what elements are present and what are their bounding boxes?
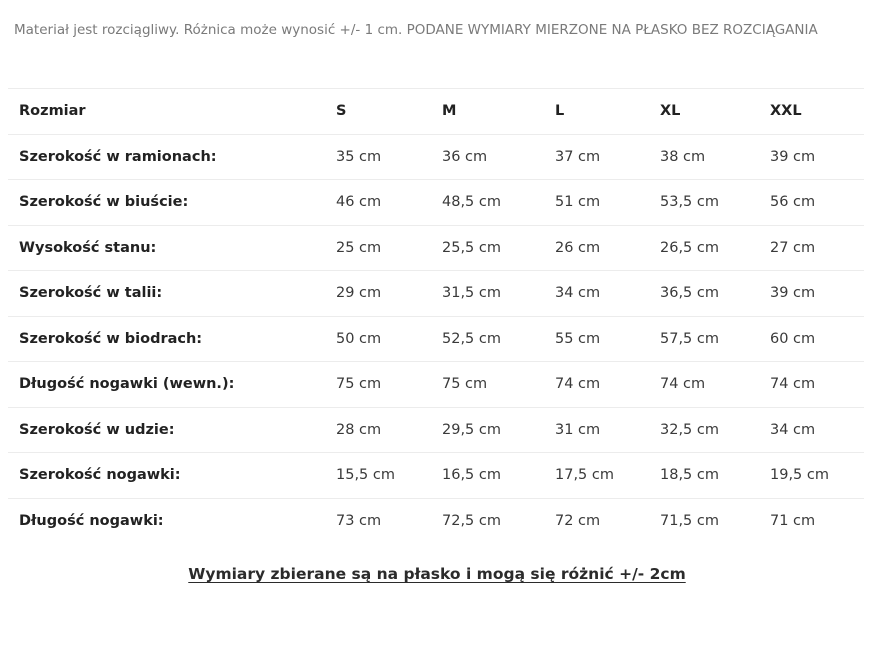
cell-value: 48,5 cm [442, 194, 501, 211]
row-label: Szerokość nogawki: [19, 467, 181, 484]
cell-value: 25 cm [336, 239, 382, 256]
table-row [8, 134, 864, 180]
cell-value: 51 cm [555, 194, 601, 211]
cell-value: 55 cm [555, 330, 601, 347]
cell-value: 27 cm [770, 239, 816, 256]
cell-value: 17,5 cm [555, 467, 614, 484]
header-size-label: Rozmiar [19, 103, 86, 120]
cell-value: 31 cm [555, 421, 601, 438]
header-size-xl: XL [660, 103, 681, 120]
cell-value: 36 cm [442, 148, 488, 165]
cell-value: 18,5 cm [660, 467, 719, 484]
row-label: Szerokość w biodrach: [19, 330, 203, 347]
size-table [8, 88, 864, 544]
table-row [8, 271, 864, 317]
header-size-xxl: XXL [770, 103, 802, 120]
cell-value: 52,5 cm [442, 330, 501, 347]
cell-value: 39 cm [770, 148, 816, 165]
cell-value: 74 cm [770, 376, 816, 393]
cell-value: 31,5 cm [442, 285, 501, 302]
cell-value: 15,5 cm [336, 467, 395, 484]
cell-value: 71 cm [770, 513, 816, 529]
intro-text-content: Materiał jest rozciągliwy. Różnica może wynosić +/- 1 cm. PODANE WYMIARY MIERZONE NA PŁASKO BEZ ROZCIĄGANIA [14, 22, 818, 38]
table-row [8, 498, 864, 544]
table-row [8, 362, 864, 408]
cell-value: 72 cm [555, 513, 601, 529]
cell-value: 32,5 cm [660, 421, 719, 438]
row-label: Wysokość stanu: [19, 239, 157, 256]
header-size-m: M [442, 103, 457, 120]
cell-value: 71,5 cm [660, 513, 719, 529]
cell-value: 38 cm [660, 148, 706, 165]
cell-value: 60 cm [770, 330, 816, 347]
cell-value: 75 cm [336, 376, 382, 393]
cell-value: 26,5 cm [660, 239, 719, 256]
cell-value: 50 cm [336, 330, 382, 347]
footer-note: Wymiary zbierane są na płasko i mogą się różnić +/- 2cm [188, 565, 686, 583]
cell-value: 25,5 cm [442, 239, 501, 256]
table-row [8, 225, 864, 271]
cell-value: 74 cm [660, 376, 706, 393]
cell-value: 29,5 cm [442, 421, 501, 438]
header-size-l: L [555, 103, 565, 120]
row-label: Długość nogawki (wewn.): [19, 376, 235, 393]
table-row [8, 453, 864, 499]
row-label: Długość nogawki: [19, 513, 164, 529]
table-row [8, 180, 864, 226]
cell-value: 75 cm [442, 376, 488, 393]
table-row [8, 316, 864, 362]
cell-value: 35 cm [336, 148, 382, 165]
row-label: Szerokość w udzie: [19, 421, 175, 438]
cell-value: 34 cm [770, 421, 816, 438]
cell-value: 28 cm [336, 421, 382, 438]
table-header-row [8, 89, 864, 135]
cell-value: 29 cm [336, 285, 382, 302]
cell-value: 72,5 cm [442, 513, 501, 529]
cell-value: 74 cm [555, 376, 601, 393]
cell-value: 36,5 cm [660, 285, 719, 302]
cell-value: 73 cm [336, 513, 382, 529]
cell-value: 56 cm [770, 194, 816, 211]
row-label: Szerokość w ramionach: [19, 148, 217, 165]
cell-value: 53,5 cm [660, 194, 719, 211]
cell-value: 57,5 cm [660, 330, 719, 347]
cell-value: 26 cm [555, 239, 601, 256]
cell-value: 19,5 cm [770, 467, 829, 484]
cell-value: 34 cm [555, 285, 601, 302]
row-label: Szerokość w talii: [19, 285, 163, 302]
cell-value: 16,5 cm [442, 467, 501, 484]
intro-text [8, 20, 864, 40]
cell-value: 37 cm [555, 148, 601, 165]
header-size-s: S [336, 103, 347, 120]
table-row [8, 407, 864, 453]
cell-value: 46 cm [336, 194, 382, 211]
row-label: Szerokość w biuście: [19, 194, 189, 211]
cell-value: 39 cm [770, 285, 816, 302]
